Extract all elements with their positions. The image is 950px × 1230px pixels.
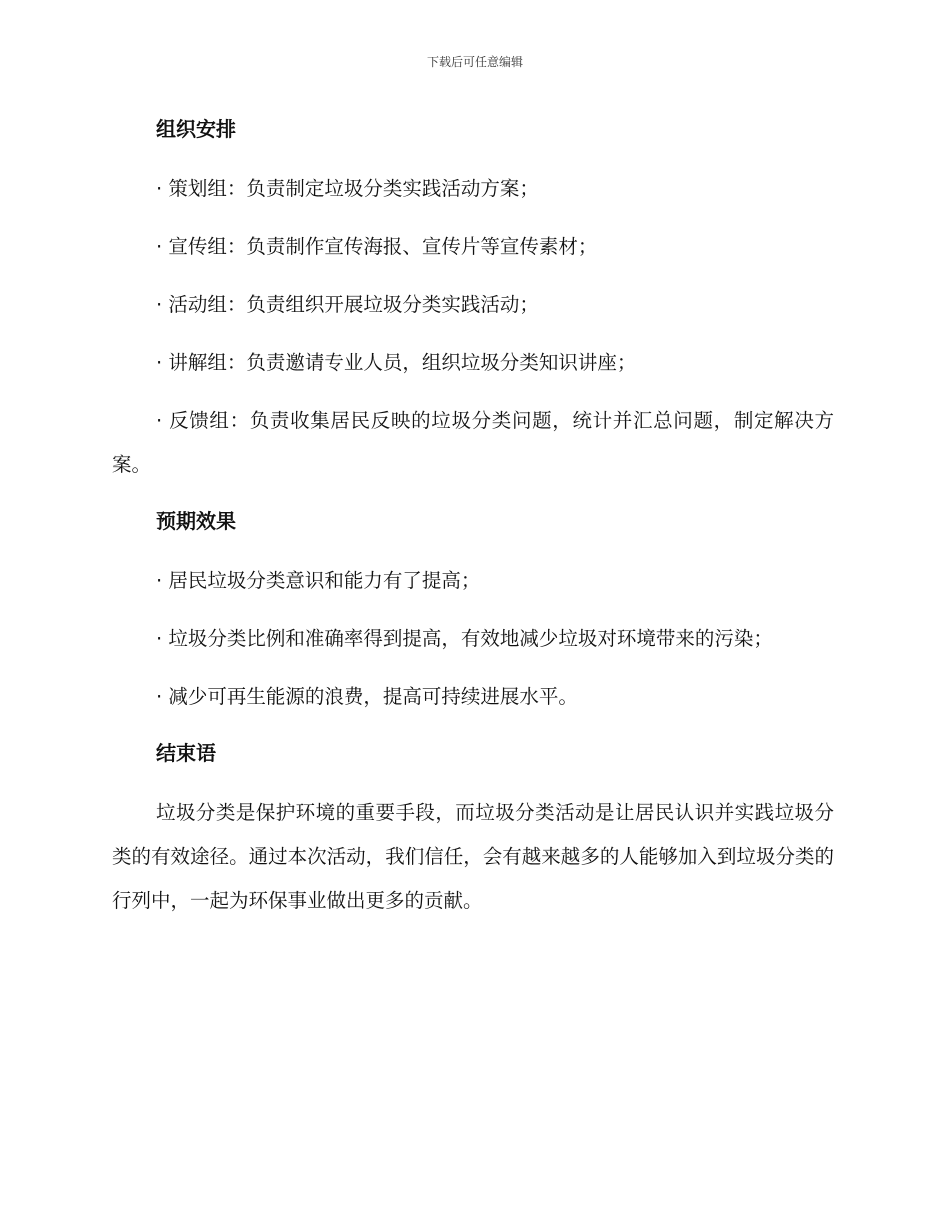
section-expected-effects — [112, 501, 834, 719]
list-item: · 活动组：负责组织开展垃圾分类实践活动； — [156, 293, 539, 316]
list-item: · 垃圾分类比例和准确率得到提高，有效地减少垃圾对环境带来的污染； — [156, 627, 773, 650]
section-heading: 组织安排 — [156, 117, 236, 141]
list-item: · 宣传组：负责制作宣传海报、宣传片等宣传素材； — [156, 235, 598, 258]
document-body — [112, 109, 834, 923]
list-item: · 策划组：负责制定垃圾分类实践活动方案； — [156, 177, 539, 200]
list-item: · 减少可再生能源的浪费，提高可持续进展水平。 — [156, 685, 578, 708]
section-organization — [112, 109, 834, 487]
list-item: · 反馈组：负责收集居民反映的垃圾分类问题，统计并汇总问题，制定解决方案。 — [112, 409, 834, 476]
list-item: · 居民垃圾分类意识和能力有了提高； — [156, 569, 481, 592]
page-header: 下载后可任意编辑 — [426, 55, 523, 69]
list-item: · 讲解组：负责邀请专业人员，组织垃圾分类知识讲座； — [156, 351, 637, 374]
body-paragraph: 垃圾分类是保护环境的重要手段，而垃圾分类活动是让居民认识并实践垃圾分类的有效途径。通过本次活动，我们信任，会有越来越多的人能够加入到垃圾分类的行列中，一起为环保事业做出更多的贡献。 — [112, 801, 834, 912]
section-heading: 结束语 — [156, 741, 216, 765]
section-heading: 预期效果 — [156, 509, 236, 533]
section-conclusion — [112, 733, 834, 923]
